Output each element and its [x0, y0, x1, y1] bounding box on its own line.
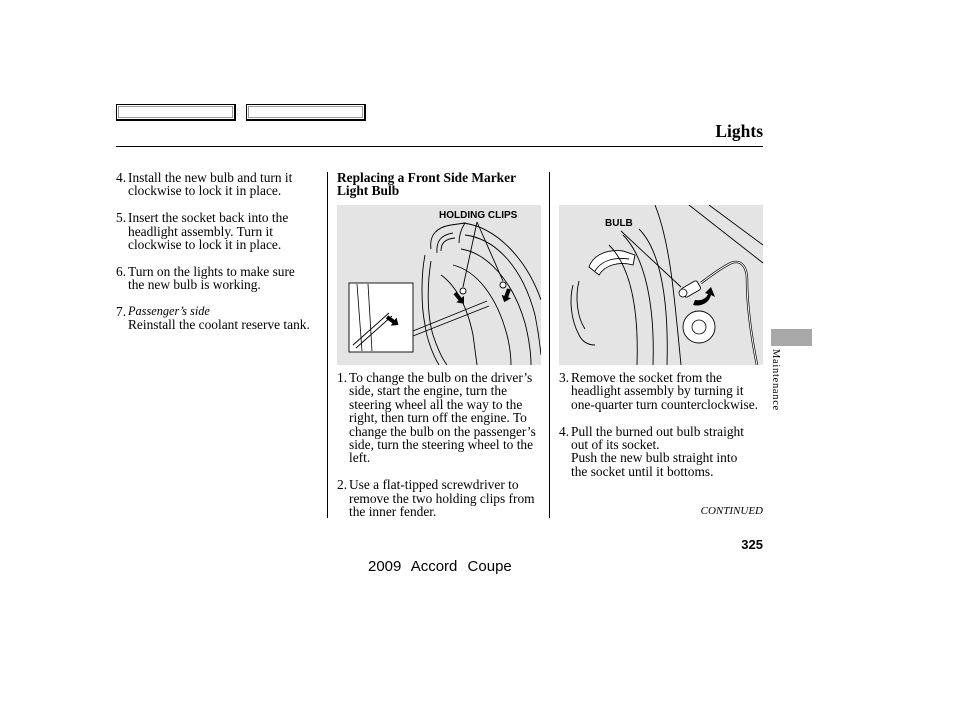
clip-head [460, 288, 466, 294]
holding-clips-figure [337, 205, 541, 365]
screwdriver-inset [349, 283, 413, 352]
bulb-figure [559, 205, 763, 365]
bumper-edge [571, 285, 595, 345]
bulb-socket-illustration [559, 205, 763, 365]
marker-housing-outline [431, 223, 465, 249]
clip-head [500, 282, 506, 288]
footer-model-name: 2009 Accord Coupe [368, 558, 512, 575]
holding-clips-illustration [337, 205, 541, 365]
marker-lens-outline [589, 251, 635, 275]
step-text: Pull the burned out bulb straight out of its socket. [571, 423, 744, 453]
step-number: 4. [116, 170, 127, 185]
step-subhead: Passenger’s side [128, 304, 210, 319]
holding-clips-label: HOLDING CLIPS [439, 210, 518, 221]
headlight-line-art [571, 205, 763, 365]
screwdriver-leader [413, 301, 487, 331]
middle-column-steps [337, 371, 536, 518]
step-text: To change the bulb on the driver’s side, start the engine, turn the steering wheel all the way to the right, then turn off the engine. To change the bulb on the passenger’s side, turn the steering wheel to the left. [349, 370, 536, 466]
step-number: 6. [116, 263, 127, 279]
step-number: 5. [116, 210, 127, 226]
holding-clip-left [451, 288, 468, 307]
housing-edge [709, 205, 763, 245]
step-text: Use a flat-tipped screwdriver to remove the two holding clips from the inner fender. [349, 477, 535, 520]
bumper-edge [577, 281, 585, 329]
headlight-back [683, 311, 715, 343]
step-text: Insert the socket back into the headlight assembly. Turn it clockwise to lock it in place. [128, 210, 289, 253]
housing-edge [655, 205, 681, 365]
step-text: Remove the socket from the headlight assembly by turning it one-quarter turn counterclockwise. [571, 370, 759, 412]
step-6-turn-on-lights [116, 265, 310, 292]
continued-marker: CONTINUED [700, 505, 763, 517]
holding-clip-right [500, 282, 514, 304]
column-divider-1 [327, 172, 328, 518]
step-2-remove-clips [337, 478, 536, 518]
column-divider-2 [549, 172, 550, 518]
step-7-passenger-side [116, 305, 310, 332]
step-number: 2. [337, 477, 348, 493]
step-body [128, 305, 310, 332]
step-number: 1. [337, 370, 348, 385]
step-number: 7. [116, 304, 127, 320]
step-text-continued: Push the new bulb straight into the socket until it bottoms. [571, 450, 738, 479]
page-number: 325 [741, 537, 763, 552]
step-number: 4. [559, 423, 570, 439]
nav-link-box-1[interactable] [116, 104, 236, 121]
right-column-steps [559, 371, 758, 478]
fender-line-art [413, 222, 541, 365]
step-3-remove-socket [559, 371, 758, 411]
inset-frame [349, 283, 413, 352]
bumper-edge [422, 255, 439, 365]
section-side-tab[interactable] [771, 329, 812, 346]
wheel-arch-line [465, 235, 541, 355]
left-column [116, 171, 310, 332]
marker-housing-strip [437, 233, 453, 253]
bulb-label: BULB [605, 218, 633, 229]
housing-round-cap [683, 311, 715, 343]
section-title: Lights [715, 121, 763, 141]
step-4-replace-bulb [559, 425, 758, 479]
subsection-heading: Replacing a Front Side Marker Light Bulb [337, 170, 517, 199]
inner-fender-line [441, 275, 477, 365]
step-text: Turn on the lights to make sure the new bulb is working. [128, 263, 295, 293]
step-number: 3. [559, 370, 570, 385]
step-body [571, 425, 744, 479]
step-4-install-bulb [116, 171, 310, 198]
nav-link-box-2[interactable] [246, 104, 366, 121]
step-text: Reinstall the coolant reserve tank. [128, 317, 310, 333]
marker-housing-strip [441, 238, 455, 251]
step-1-turn-wheel [337, 371, 536, 465]
step-text: Install the new bulb and turn it clockwise to lock it in place. [128, 170, 293, 199]
title-rule [116, 146, 763, 147]
label-leader-line [477, 222, 503, 281]
housing-edge [689, 205, 763, 263]
side-tab-label: Maintenance [770, 349, 781, 411]
step-5-insert-socket [116, 211, 310, 251]
bulb-glass [679, 289, 687, 297]
